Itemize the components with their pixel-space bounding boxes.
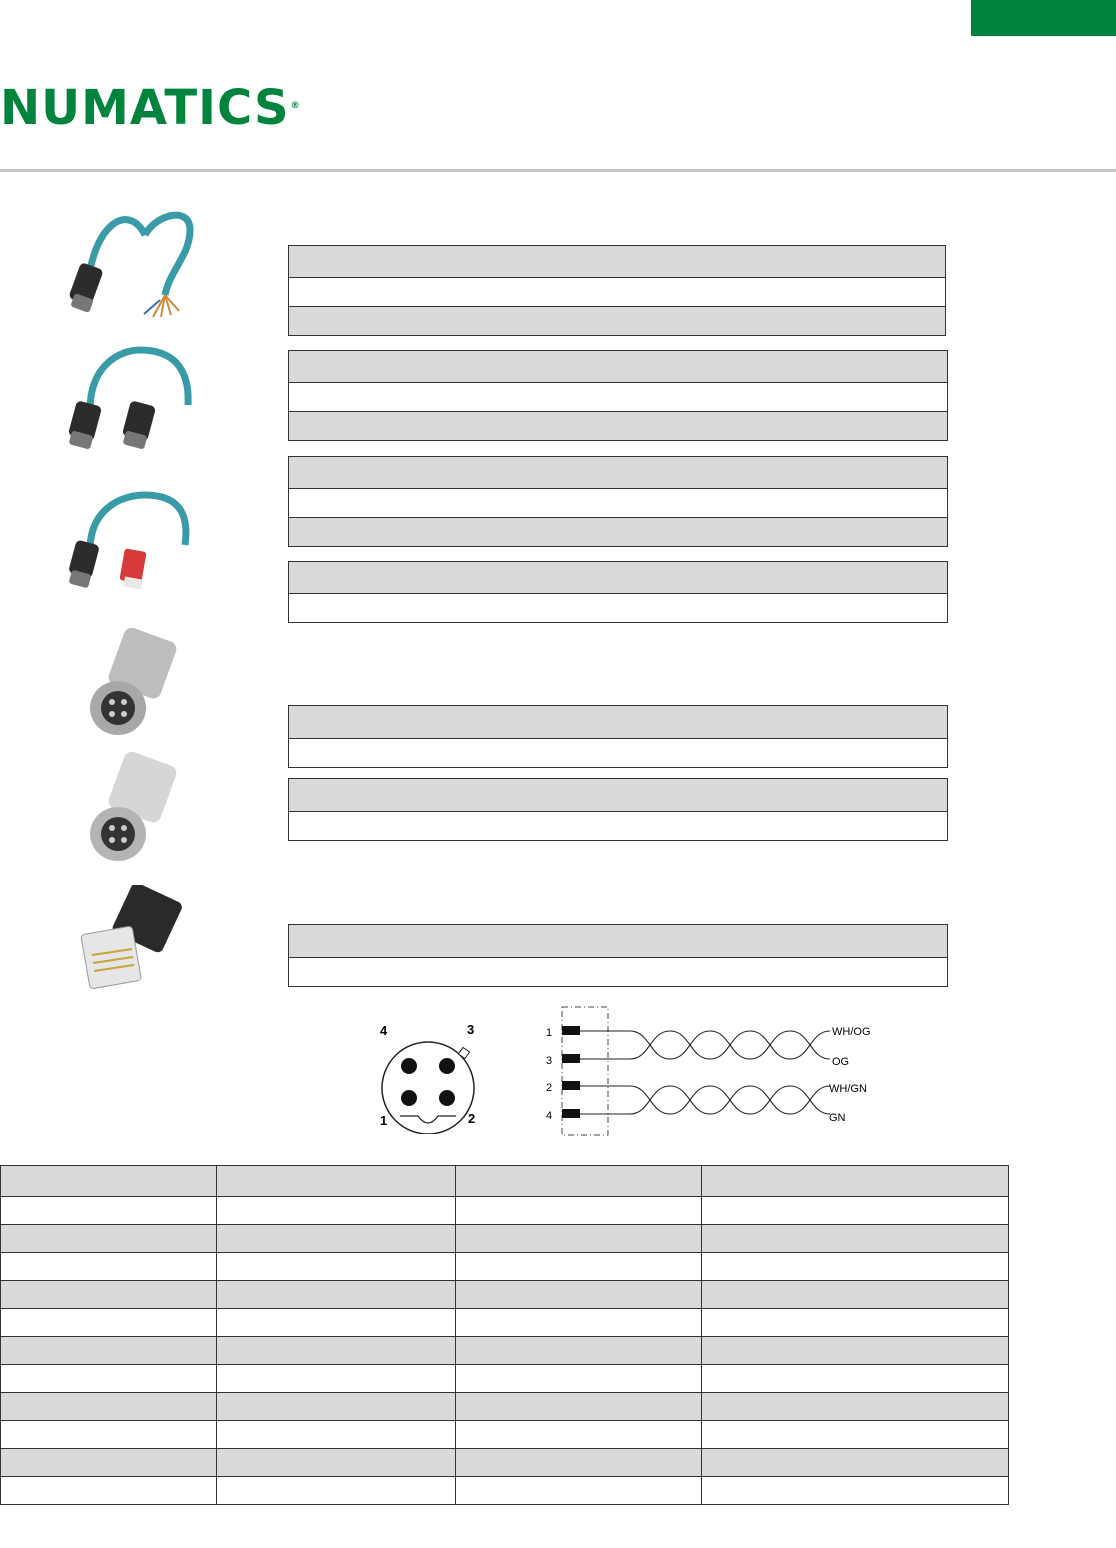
table-cell <box>289 412 948 441</box>
spec-table-1 <box>288 245 946 336</box>
table-row <box>289 562 948 594</box>
table-row <box>289 412 948 441</box>
pin-label-4: 4 <box>380 1023 388 1038</box>
table-cell <box>702 1197 1009 1225</box>
wire-color-label: WH/OG <box>832 1026 871 1038</box>
table-row <box>289 457 948 489</box>
table-cell <box>702 1253 1009 1281</box>
table-cell <box>289 562 948 594</box>
table-cell <box>289 812 948 841</box>
table-row <box>1 1281 1009 1309</box>
table-cell <box>289 457 948 489</box>
table-cell <box>455 1309 702 1337</box>
pin-label-1: 1 <box>380 1113 388 1128</box>
table-row <box>289 246 946 278</box>
wire-color-label: GN <box>829 1112 846 1124</box>
table-cell <box>216 1477 455 1505</box>
table-cell <box>455 1197 702 1225</box>
table-cell <box>216 1166 455 1197</box>
corner-tab <box>971 0 1116 36</box>
pin-label-2: 2 <box>468 1111 476 1126</box>
wire-pin-label: 3 <box>546 1055 553 1067</box>
table-row <box>289 739 948 768</box>
wire-pin-label: 2 <box>546 1082 553 1094</box>
table-cell <box>289 489 948 518</box>
table-cell <box>216 1393 455 1421</box>
table-cell <box>1 1449 217 1477</box>
numatics-logo <box>0 80 301 136</box>
table-cell <box>289 278 946 307</box>
table-cell <box>1 1197 217 1225</box>
table-cell <box>216 1253 455 1281</box>
table-cell <box>289 383 948 412</box>
table-cell <box>455 1365 702 1393</box>
table-cell <box>702 1393 1009 1421</box>
table-row <box>289 706 948 739</box>
table-cell <box>289 739 948 768</box>
spec-table-4 <box>288 561 948 623</box>
wire-color-label: WH/GN <box>829 1083 867 1095</box>
table-row <box>289 351 948 383</box>
table-row <box>289 278 946 307</box>
table-cell <box>216 1225 455 1253</box>
table-cell <box>1 1421 217 1449</box>
table-row <box>1 1477 1009 1505</box>
table-cell <box>1 1166 217 1197</box>
spec-table-6 <box>288 778 948 841</box>
table-row <box>289 812 948 841</box>
table-cell <box>1 1253 217 1281</box>
spec-table-2 <box>288 350 948 441</box>
table-cell <box>455 1421 702 1449</box>
table-cell <box>702 1337 1009 1365</box>
header-rule <box>0 169 1116 172</box>
table-cell <box>702 1225 1009 1253</box>
table-row <box>1 1337 1009 1365</box>
table-cell <box>455 1253 702 1281</box>
wiring-diagram <box>540 1003 900 1139</box>
table-header-row <box>1 1166 1009 1197</box>
table-row <box>1 1197 1009 1225</box>
table-cell <box>702 1477 1009 1505</box>
table-cell <box>216 1197 455 1225</box>
table-cell <box>702 1365 1009 1393</box>
table-cell <box>216 1449 455 1477</box>
cable-m12-m12-icon <box>60 345 210 455</box>
table-cell <box>289 307 946 336</box>
spec-table-3 <box>288 456 948 547</box>
table-cell <box>1 1225 217 1253</box>
table-cell <box>702 1449 1009 1477</box>
wire-pin-label: 1 <box>546 1027 553 1039</box>
table-cell <box>289 706 948 739</box>
table-row <box>1 1309 1009 1337</box>
table-row <box>289 594 948 623</box>
table-cell <box>455 1225 702 1253</box>
table-cell <box>455 1393 702 1421</box>
table-cell <box>289 958 948 987</box>
table-row <box>289 489 948 518</box>
table-cell <box>455 1337 702 1365</box>
table-row <box>1 1253 1009 1281</box>
table-row <box>289 307 946 336</box>
cable-m12-rj45-icon <box>60 490 210 600</box>
table-row <box>1 1393 1009 1421</box>
table-cell <box>216 1337 455 1365</box>
wire-color-label: OG <box>832 1056 850 1068</box>
table-row <box>289 779 948 812</box>
table-row <box>1 1421 1009 1449</box>
table-row <box>1 1365 1009 1393</box>
wire-pin-label: 4 <box>546 1110 553 1122</box>
table-cell <box>455 1281 702 1309</box>
logo-registered: ® <box>290 101 301 111</box>
table-cell <box>289 351 948 383</box>
logo-text: NUMATICS <box>0 80 290 136</box>
table-cell <box>1 1281 217 1309</box>
m12-pinout-diagram <box>372 1018 488 1134</box>
table-cell <box>1 1365 217 1393</box>
table-cell <box>455 1449 702 1477</box>
table-cell <box>289 925 948 958</box>
table-cell <box>289 779 948 812</box>
table-row <box>289 958 948 987</box>
connector-m12-icon <box>60 628 210 738</box>
table-cell <box>1 1309 217 1337</box>
table-cell <box>289 518 948 547</box>
spec-table-7 <box>288 924 948 987</box>
table-cell <box>455 1166 702 1197</box>
spec-table-5 <box>288 705 948 768</box>
table-cell <box>455 1477 702 1505</box>
table-cell <box>1 1337 217 1365</box>
ordering-table <box>0 1165 1009 1505</box>
table-row <box>289 383 948 412</box>
table-cell <box>289 246 946 278</box>
table-cell <box>1 1393 217 1421</box>
table-cell <box>216 1281 455 1309</box>
table-cell <box>1 1477 217 1505</box>
table-cell <box>702 1309 1009 1337</box>
table-cell <box>216 1421 455 1449</box>
connector-m12-clear-icon <box>60 752 210 862</box>
table-cell <box>289 594 948 623</box>
table-row <box>1 1449 1009 1477</box>
connector-rj45-icon <box>60 885 210 995</box>
pin-label-3: 3 <box>467 1022 475 1037</box>
table-cell <box>216 1309 455 1337</box>
table-row <box>289 925 948 958</box>
cable-m12-open-end-icon <box>60 210 210 320</box>
table-cell <box>702 1281 1009 1309</box>
table-cell <box>702 1421 1009 1449</box>
table-cell <box>216 1365 455 1393</box>
table-cell <box>702 1166 1009 1197</box>
table-row <box>1 1225 1009 1253</box>
table-row <box>289 518 948 547</box>
